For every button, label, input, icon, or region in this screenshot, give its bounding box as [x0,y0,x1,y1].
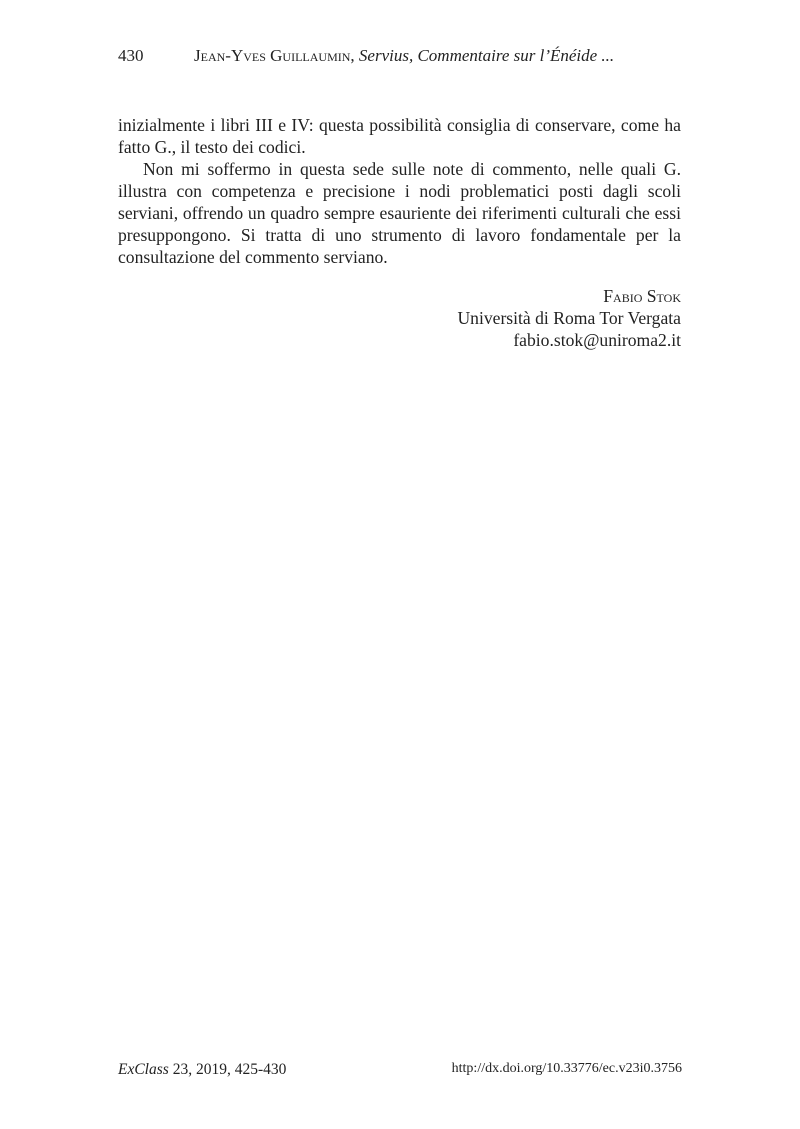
author-signature [457,285,681,351]
body-text [118,114,681,268]
footer-citation [118,1061,286,1079]
signature-affiliation: Università di Roma Tor Vergata [457,308,681,328]
footer-volume: 23, 2019, 425-430 [168,1061,287,1078]
header-separator: , [350,46,359,65]
footer-journal: ExClass [118,1061,169,1078]
signature-email[interactable]: fabio.stok@uniroma2.it [513,330,681,350]
header-author: Jean-Yves Guillaumin [194,46,351,65]
running-title [194,46,614,66]
paragraph-1: inizialmente i libri III e IV: questa possibilità consiglia di conservare, come ha fatto G., il testo dei codici. [118,115,681,157]
page-number: 430 [118,46,144,65]
footer-doi-link[interactable]: http://dx.doi.org/10.33776/ec.v23i0.3756 [451,1061,682,1076]
header-title: Servius, Commentaire sur l’Énéide ... [358,46,615,65]
page-footer [118,1061,682,1083]
signature-name: Fabio Stok [603,286,681,306]
paragraph-2: Non mi soffermo in questa sede sulle note di commento, nelle quali G. illustra con competenza e precisione i nodi problematici posti dagli scoli serviani, offrendo un quadro sempre esauriente dei riferimenti culturali che essi presuppongono. Si tratta di uno strumento di lavoro fondamentale per la consultazione del commento serviano. [118,159,681,267]
running-head [118,46,700,70]
